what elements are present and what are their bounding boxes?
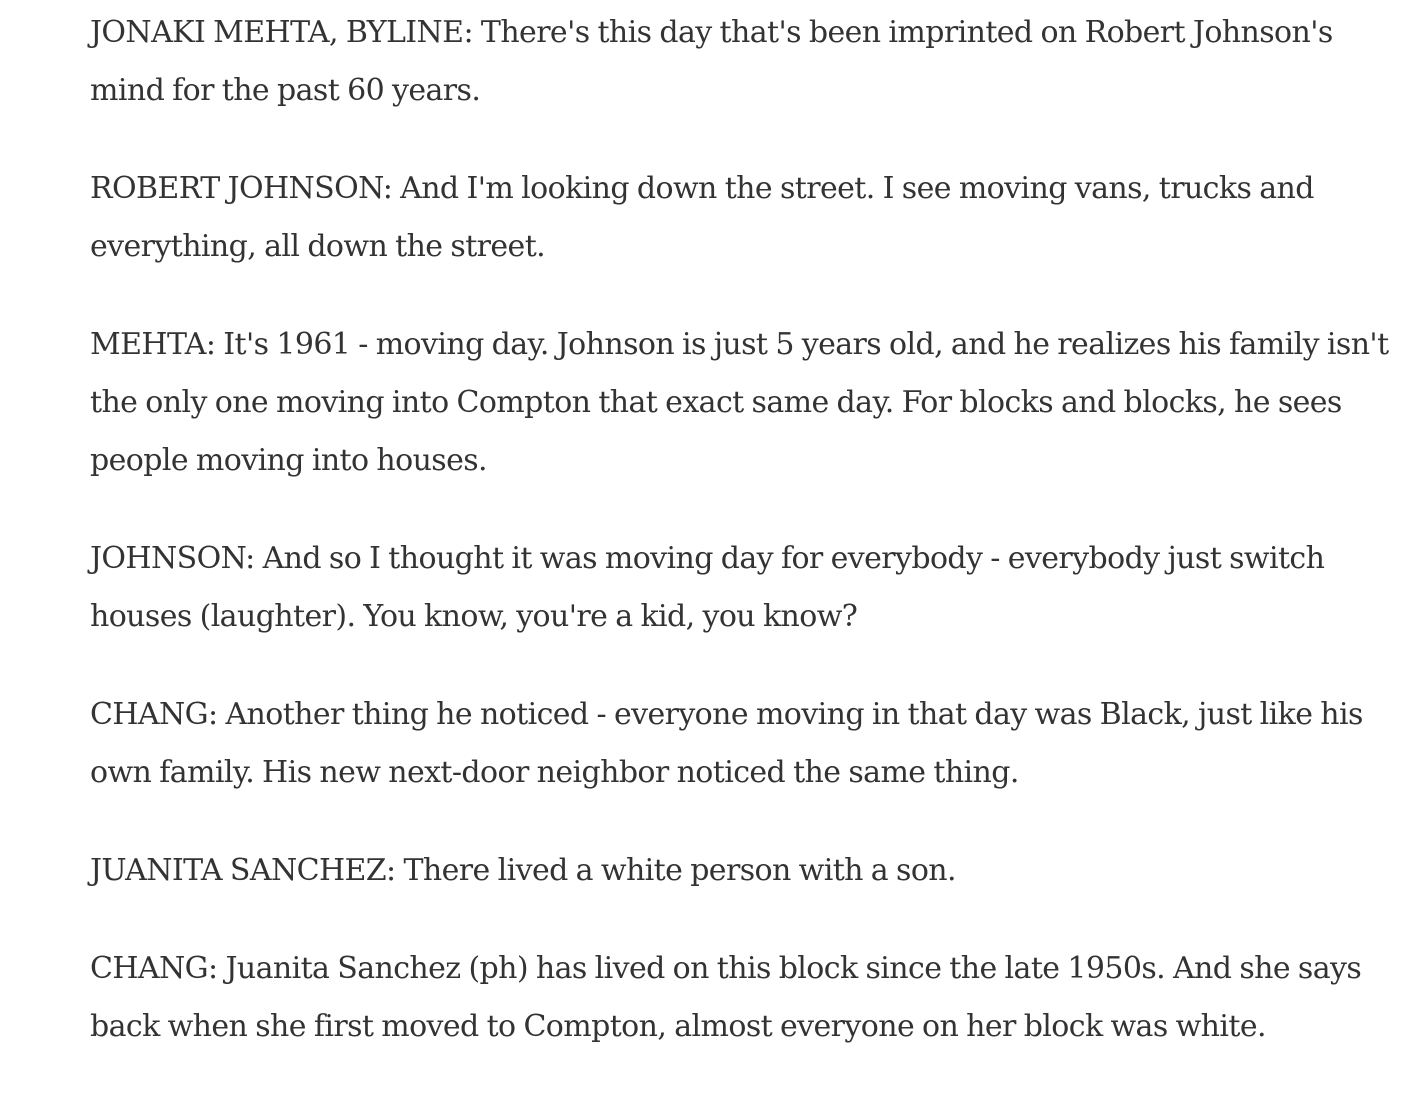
transcript-paragraph-johnson-switch-houses: JOHNSON: And so I thought it was moving day for everybody - everybody just switch houses (laughter). You know, you're a kid, you know? [90,541,1325,634]
transcript-paragraph-johnson-street: ROBERT JOHNSON: And I'm looking down the street. I see moving vans, trucks and everything, all down the street. [90,171,1314,264]
transcript-paragraph-mehta-moving-day: MEHTA: It's 1961 - moving day. Johnson is just 5 years old, and he realizes his family isn't the only one moving into Compton that exact same day. For blocks and blocks, he sees people moving into houses. [90,327,1389,478]
transcript-paragraph-chang-noticed: CHANG: Another thing he noticed - everyone moving in that day was Black, just like his own family. His new next-door neighbor noticed the same thing. [90,697,1363,790]
transcript-body [90,4,1400,1096]
transcript-paragraph-sanchez-quote: JUANITA SANCHEZ: There lived a white person with a son. [90,853,956,888]
transcript-paragraph-chang-sanchez: CHANG: Juanita Sanchez (ph) has lived on this block since the late 1950s. And she says back when she first moved to Compton, almost everyone on her block was white. [90,951,1362,1044]
transcript-paragraph-mehta-intro: JONAKI MEHTA, BYLINE: There's this day that's been imprinted on Robert Johnson's mind for the past 60 years. [90,15,1333,108]
